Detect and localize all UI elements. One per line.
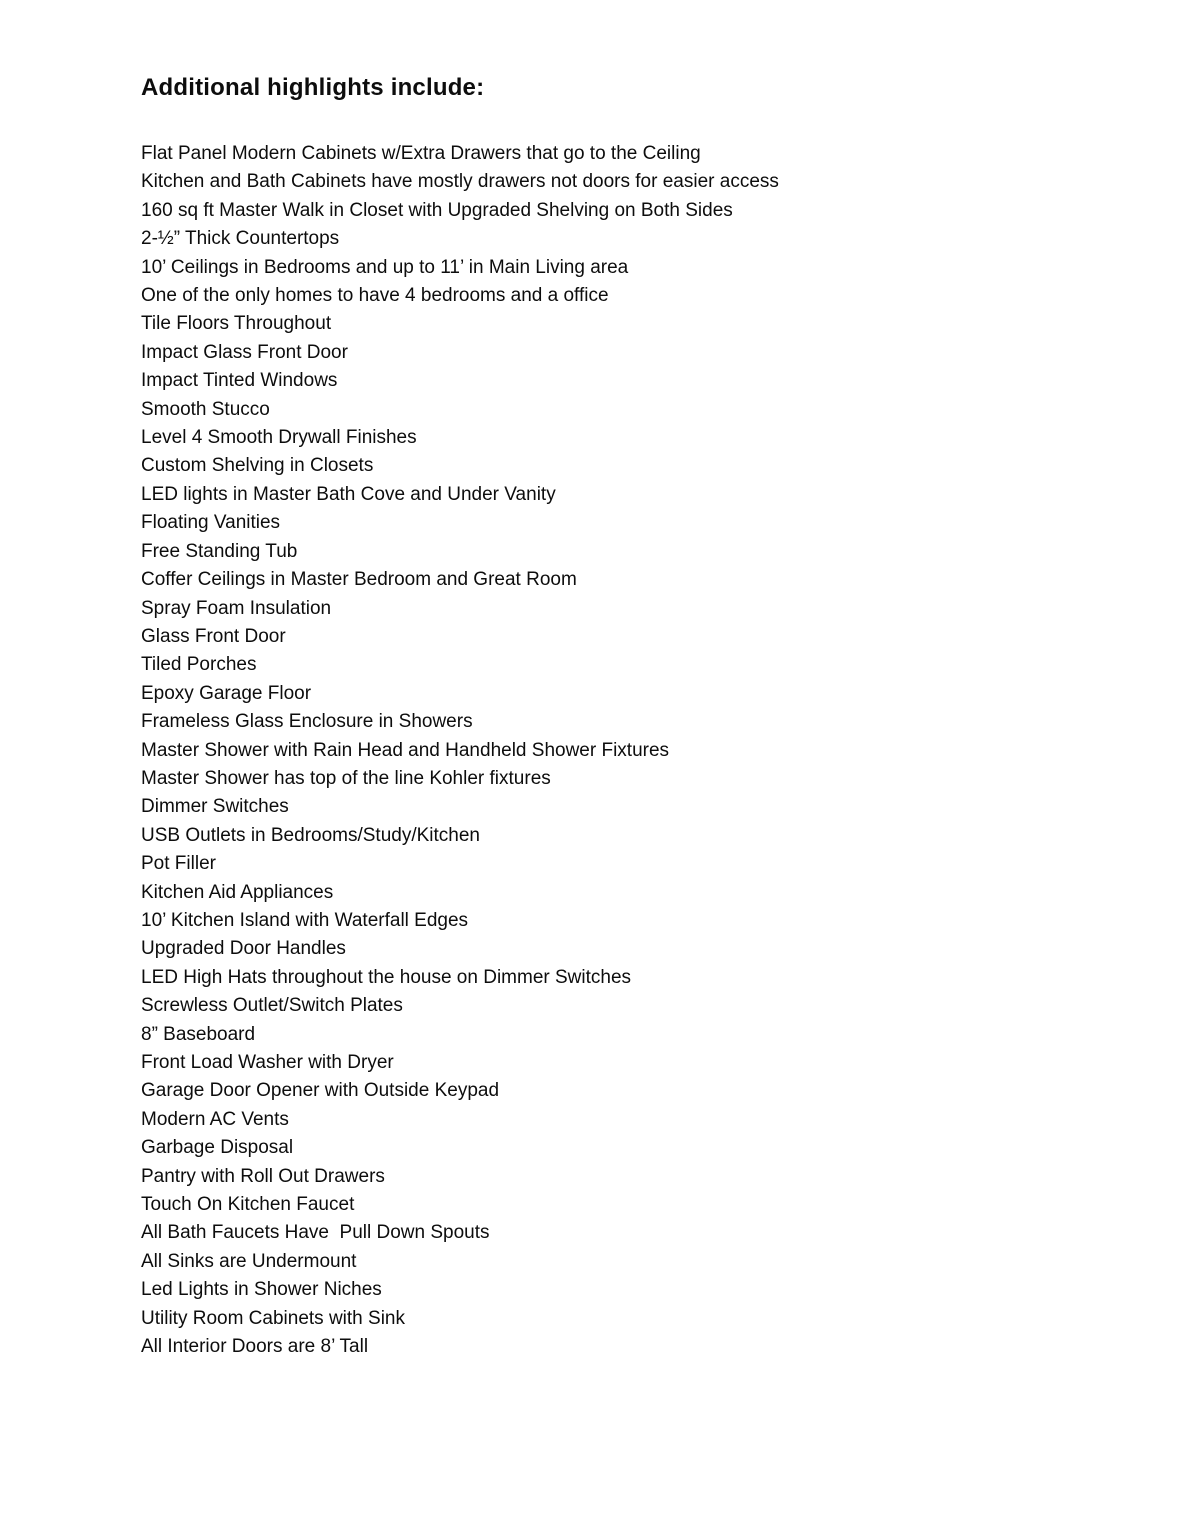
page-title: Additional highlights include: <box>141 74 485 101</box>
list-item: Coffer Ceilings in Master Bedroom and Great Room <box>141 569 577 591</box>
list-item: Free Standing Tub <box>141 540 298 562</box>
list-item: Utility Room Cabinets with Sink <box>141 1307 405 1329</box>
list-item: 8” Baseboard <box>141 1023 256 1045</box>
list-item: Master Shower with Rain Head and Handheld Shower Fixtures <box>141 739 670 761</box>
list-item: Master Shower has top of the line Kohler fixtures <box>141 767 551 789</box>
list-item: LED lights in Master Bath Cove and Under Vanity <box>141 483 556 505</box>
list-item: Flat Panel Modern Cabinets w/Extra Drawers that go to the Ceiling <box>141 143 701 164</box>
list-item: Front Load Washer with Dryer <box>141 1052 394 1073</box>
list-item: Level 4 Smooth Drywall Finishes <box>141 427 417 449</box>
list-item: Kitchen Aid Appliances <box>141 881 334 903</box>
list-item: Frameless Glass Enclosure in Showers <box>141 711 473 733</box>
list-item: All Bath Faucets Have Pull Down Spouts <box>141 1222 490 1244</box>
list-item: Pot Filler <box>141 853 216 875</box>
list-item: 10’ Kitchen Island with Waterfall Edges <box>141 909 469 931</box>
list-item: One of the only homes to have 4 bedrooms and a office <box>141 285 609 307</box>
highlights-list <box>141 140 1127 1361</box>
list-item: All Interior Doors are 8’ Tall <box>141 1336 369 1358</box>
list-item: Tile Floors Throughout <box>141 313 332 335</box>
list-item: Garbage Disposal <box>141 1137 294 1159</box>
list-item: Screwless Outlet/Switch Plates <box>141 995 403 1017</box>
list-item: Kitchen and Bath Cabinets have mostly drawers not doors for easier access <box>141 171 779 193</box>
list-item: 10’ Ceilings in Bedrooms and up to 11’ in Main Living area <box>141 256 629 278</box>
list-item: Led Lights in Shower Niches <box>141 1279 382 1301</box>
list-item: Pantry with Roll Out Drawers <box>141 1165 385 1187</box>
list-item: USB Outlets in Bedrooms/Study/Kitchen <box>141 824 480 846</box>
list-item: Impact Tinted Windows <box>141 370 338 392</box>
list-item: Floating Vanities <box>141 512 281 534</box>
list-item: LED High Hats throughout the house on Dimmer Switches <box>141 966 632 988</box>
list-item: All Sinks are Undermount <box>141 1250 357 1272</box>
list-item: Smooth Stucco <box>141 398 270 420</box>
list-item: Impact Glass Front Door <box>141 341 348 363</box>
list-item: 2-½” Thick Countertops <box>141 228 340 250</box>
list-item: Spray Foam Insulation <box>141 597 332 619</box>
list-item: Tiled Porches <box>141 654 257 676</box>
list-item: Garage Door Opener with Outside Keypad <box>141 1080 500 1102</box>
list-item: Modern AC Vents <box>141 1108 289 1130</box>
list-item: Epoxy Garage Floor <box>141 682 312 704</box>
list-item: Custom Shelving in Closets <box>141 455 374 477</box>
list-item: Dimmer Switches <box>141 796 289 818</box>
list-item: Upgraded Door Handles <box>141 938 346 960</box>
list-item: Glass Front Door <box>141 625 286 647</box>
list-item: Touch On Kitchen Faucet <box>141 1194 355 1216</box>
list-item: 160 sq ft Master Walk in Closet with Upgraded Shelving on Both Sides <box>141 199 733 221</box>
